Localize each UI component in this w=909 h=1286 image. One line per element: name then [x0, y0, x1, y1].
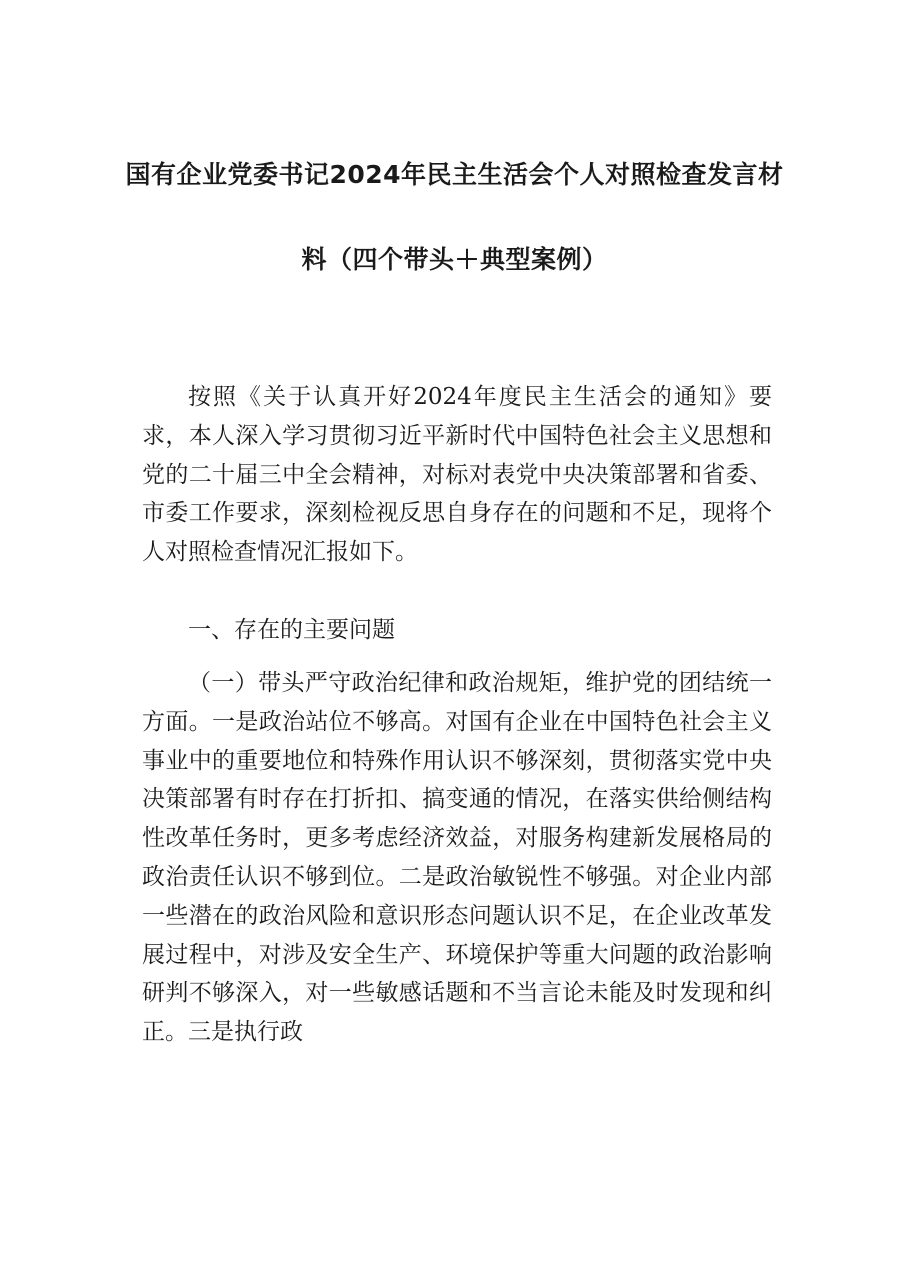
- intro-paragraph: [142, 378, 772, 572]
- issue-paragraph-text: （一）带头严守政治纪律和政治规矩，维护党的团结统一方面。一是政治站位不够高。对国有企业在中国特色社会主义事业中的重要地位和特殊作用认识不够深刻，贯彻落实党中央决策部署有时存在打折扣、搞变通的情况，在落实供给侧结构性改革任务时，更多考虑经济效益，对服务构建新发展格局的政治责任认识不够到位。二是政治敏锐性不够强。对企业内部一些潜在的政治风险和意识形态问题认识不足，在企业改革发展过程中，对涉及安全生产、环境保护等重大问题的政治影响研判不够深入，对一些敏感话题和不当言论未能及时发现和纠正。三是执行政: [142, 670, 772, 1046]
- document-title-line-1: 国有企业党委书记2024年民主生活会个人对照检查发言材: [125, 160, 784, 189]
- document-title-line-2: 料（四个带头＋典型案例）: [301, 245, 608, 274]
- issue-paragraph: [142, 664, 772, 1052]
- intro-paragraph-text: 按照《关于认真开好2024年度民主生活会的通知》要求，本人深入学习贯彻习近平新时代中国特色社会主义思想和党的二十届三中全会精神，对标对表党中央决策部署和省委、市委工作要求，深刻检视反思自身存在的问题和不足，现将个人对照检查情况汇报如下。: [142, 384, 772, 566]
- section-heading: [142, 611, 772, 650]
- section-heading-text: 一、存在的主要问题: [188, 617, 395, 643]
